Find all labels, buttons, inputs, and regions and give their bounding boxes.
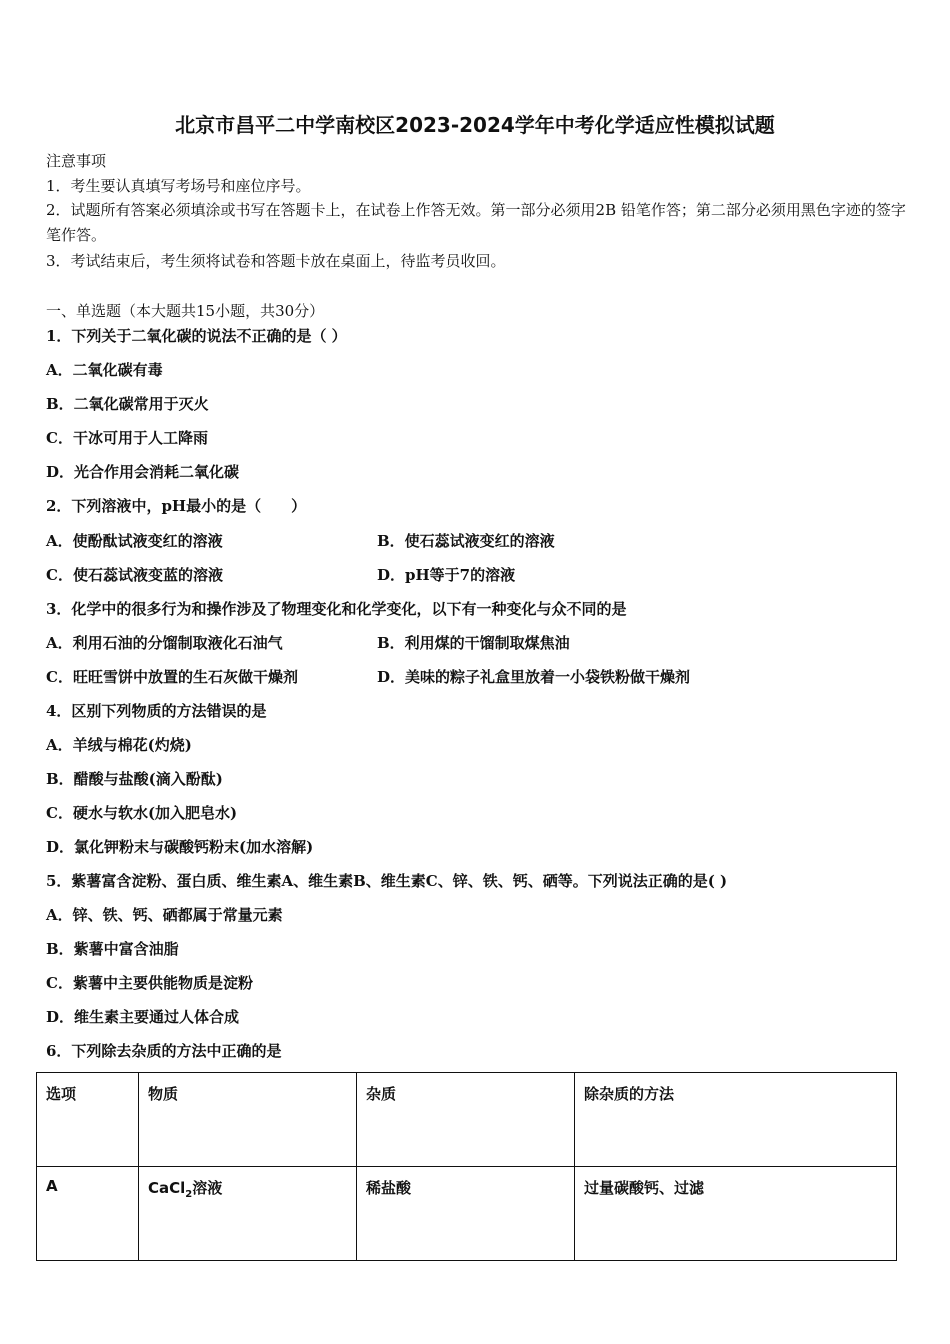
option-b: B．紫薯中富含油脂 <box>46 940 179 958</box>
page-title: 北京市昌平二中学南校区2023-2024学年中考化学适应性模拟试题 <box>175 113 775 137</box>
substance-subscript: 2 <box>185 1189 193 1200</box>
table-header-cell: 除杂质的方法 <box>575 1073 897 1167</box>
notice-item: 3．考试结束后，考生须将试卷和答题卡放在桌面上，待监考员收回。 <box>46 252 506 270</box>
option-c: C．旺旺雪饼中放置的生石灰做干燥剂 <box>46 668 298 686</box>
question-stem: 2．下列溶液中，pH最小的是（ ） <box>46 497 307 515</box>
substance-suffix: 溶液 <box>192 1179 223 1197</box>
substance-cell <box>139 1167 357 1261</box>
section-heading: 一、单选题（本大题共15小题，共30分） <box>46 302 325 320</box>
option-b: B．醋酸与盐酸(滴入酚酞) <box>46 770 223 788</box>
question-stem: 5．紫薯富含淀粉、蛋白质、维生素A、维生素B、维生素C、锌、铁、钙、硒等。下列说法正确的是( ) <box>46 872 728 890</box>
method-cell: 过量碳酸钙、过滤 <box>575 1167 897 1261</box>
table-header-cell: 选项 <box>37 1073 139 1167</box>
option-d: D．维生素主要通过人体合成 <box>46 1008 240 1026</box>
notice-item: 2．试题所有答案必须填涂或书写在答题卡上，在试卷上作答无效。第一部分必须用2B 铅笔作答；第二部分必须用黑色字迹的签字笔作答。 <box>46 201 906 244</box>
option-b: B．使石蕊试液变红的溶液 <box>377 532 555 550</box>
option-d: D．pH等于7的溶液 <box>377 566 516 584</box>
option-a: A．二氧化碳有毒 <box>46 361 163 379</box>
table-header-cell: 杂质 <box>357 1073 575 1167</box>
table-header-cell: 物质 <box>139 1073 357 1167</box>
substance-formula: CaCl <box>148 1179 186 1197</box>
question-stem: 4．区别下列物质的方法错误的是 <box>46 702 267 720</box>
option-a: A．利用石油的分馏制取液化石油气 <box>46 634 283 652</box>
notice-item: 1．考生要认真填写考场号和座位序号。 <box>46 177 311 195</box>
notice-heading: 注意事项 <box>46 152 107 170</box>
option-cell: A <box>37 1167 139 1261</box>
option-c: C．紫薯中主要供能物质是淀粉 <box>46 974 253 992</box>
question-stem: 6．下列除去杂质的方法中正确的是 <box>46 1042 282 1060</box>
question-stem: 1．下列关于二氧化碳的说法不正确的是（ ） <box>46 327 347 345</box>
impurity-removal-table <box>36 1072 897 1261</box>
question-stem: 3．化学中的很多行为和操作涉及了物理变化和化学变化，以下有一种变化与众不同的是 <box>46 600 627 618</box>
option-d: D．美味的粽子礼盒里放着一小袋铁粉做干燥剂 <box>377 668 691 686</box>
option-a: A．羊绒与棉花(灼烧) <box>46 736 192 754</box>
option-d: D．光合作用会消耗二氧化碳 <box>46 463 240 481</box>
option-b: B．二氧化碳常用于灭火 <box>46 395 209 413</box>
table-header-row <box>37 1073 897 1167</box>
option-d: D．氯化钾粉末与碳酸钙粉末(加水溶解) <box>46 838 314 856</box>
option-a: A．锌、铁、钙、硒都属于常量元素 <box>46 906 283 924</box>
option-b: B．利用煤的干馏制取煤焦油 <box>377 634 570 652</box>
impurity-cell: 稀盐酸 <box>357 1167 575 1261</box>
option-c: C．使石蕊试液变蓝的溶液 <box>46 566 223 584</box>
table-row <box>37 1167 897 1261</box>
option-a: A．使酚酞试液变红的溶液 <box>46 532 223 550</box>
option-c: C．硬水与软水(加入肥皂水) <box>46 804 238 822</box>
option-c: C．干冰可用于人工降雨 <box>46 429 208 447</box>
